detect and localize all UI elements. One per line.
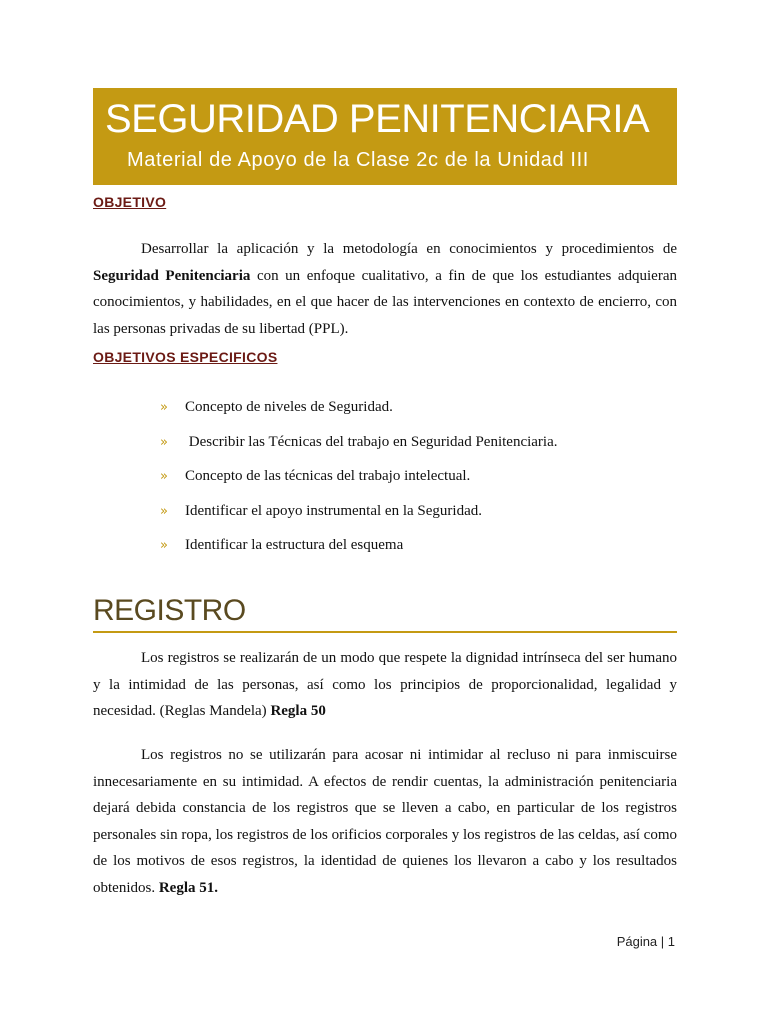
registro-para1-text: Los registros se realizarán de un modo que respete la dignidad intrínseca del ser humano y la intimidad de las personas, así como los principios de proporcionalidad, legalidad y necesidad. (Reglas Mandela) — [93, 650, 677, 719]
page-number: Página | 1 — [616, 934, 675, 949]
objetivo-paragraph — [93, 236, 677, 342]
registro-para2-text: Los registros no se utilizarán para acosar ni intimidar al recluso ni para inmiscuirse innecesariamente en su intimidad. A efectos de rendir cuentas, la administración penitenciaria dejará debida constancia de los registros que se lleven a cabo, en particular de los registros personales sin ropa, los registros de los orificios corporales y los registros de las celdas, así como de los motivos de esos registros, la identidad de quienes los llevaron a cabo y los resultados obtenidos. — [93, 747, 677, 896]
objetivos-especificos-heading: OBJETIVOS ESPECIFICOS — [93, 349, 278, 365]
registro-heading: REGISTRO — [93, 594, 246, 627]
chevron-bullet-icon: » — [160, 469, 168, 484]
chevron-bullet-icon: » — [160, 503, 168, 519]
objetivo-list-item — [160, 394, 558, 429]
objetivo-bold-term: Seguridad Penitenciaria — [93, 267, 251, 284]
regla-50-ref: Regla 50 — [270, 703, 326, 719]
objetivo-list-item-text: Identificar la estructura del esquema — [185, 537, 404, 553]
objetivo-list-item-text: Identificar el apoyo instrumental en la Seguridad. — [185, 502, 482, 519]
document-subtitle: Material de Apoyo de la Clase 2c de la Unidad III — [127, 149, 589, 171]
objetivo-list-item — [160, 498, 558, 533]
objetivos-list — [160, 394, 558, 567]
objetivo-text-before: Desarrollar la aplicación y la metodología en conocimientos y procedimientos de — [141, 241, 677, 257]
document-title: SEGURIDAD PENITENCIARIA — [105, 97, 650, 141]
objetivo-list-item — [160, 463, 558, 498]
chevron-bullet-icon: » — [160, 400, 168, 415]
regla-51-ref: Regla 51. — [158, 879, 219, 896]
objetivo-list-item-text: Describir las Técnicas del trabajo en Seguridad Penitenciaria. — [185, 433, 558, 450]
registro-divider — [93, 631, 677, 633]
registro-paragraph-2 — [93, 742, 677, 901]
objetivo-heading: OBJETIVO — [93, 194, 167, 210]
chevron-bullet-icon: » — [160, 538, 168, 553]
objetivo-list-item-text: Concepto de niveles de Seguridad. — [185, 399, 393, 415]
objetivo-list-item-text: Concepto de las técnicas del trabajo intelectual. — [185, 468, 471, 484]
objetivo-list-item — [160, 429, 558, 464]
title-banner — [93, 88, 677, 185]
chevron-bullet-icon: » — [160, 434, 168, 450]
registro-paragraph-1 — [93, 645, 677, 725]
objetivo-text-after: con un enfoque cualitativo, a fin de que los estudiantes adquieran conocimientos, y habilidades, en el que hacer de las intervenciones en contexto de encierro, con las personas privadas de su libertad (PPL). — [93, 267, 677, 337]
objetivo-list-item — [160, 532, 558, 567]
